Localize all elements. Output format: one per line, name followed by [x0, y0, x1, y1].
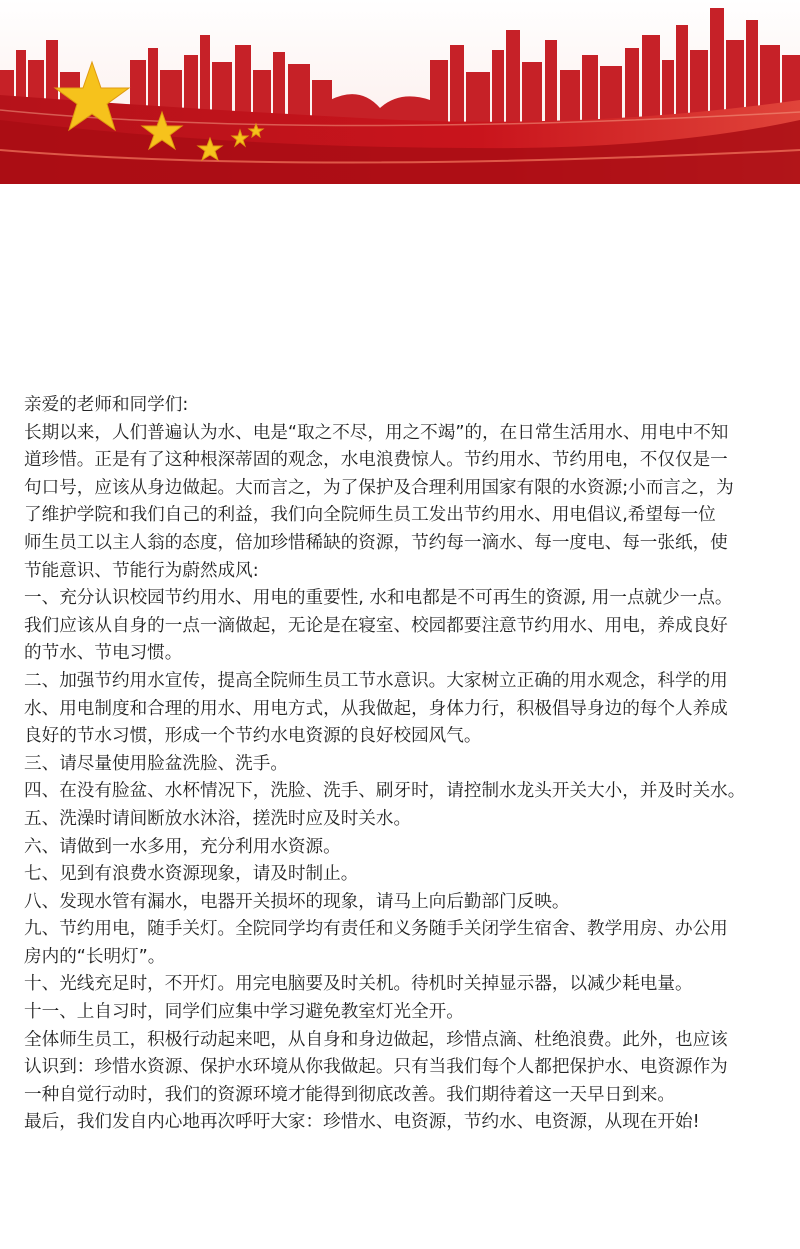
letter-line: 亲爱的老师和同学们:	[24, 395, 189, 415]
letter-line: 了维护学院和我们自己的利益，我们向全院师生员工发出节约用水、用电倡议,希望每一位	[24, 505, 716, 526]
letter-line: 二、加强节约用水宣传，提高全院师生员工节水意识。大家树立正确的用水观念，科学的用	[24, 670, 728, 691]
letter-line: 的节水、节电习惯。	[24, 643, 183, 664]
letter-line: 认识到：珍惜水资源、保护水环境从你我做起。只有当我们每个人都把保护水、电资源作为	[24, 1057, 728, 1078]
letter-line: 最后，我们发自内心地再次呼吁大家：珍惜水、电资源，节约水、电资源，从现在开始!	[24, 1112, 700, 1133]
letter-line: 十、光线充足时，不开灯。用完电脑要及时关机。待机时关掉显示器，以减少耗电量。	[24, 974, 693, 995]
letter-line: 我们应该从自身的一点一滴做起，无论是在寝室、校园都要注意节约用水、用电，养成良好	[24, 615, 728, 636]
letter-line: 长期以来，人们普遍认为水、电是“取之不尽，用之不竭”的，在日常生活用水、用电中不知	[24, 422, 729, 443]
letter-line: 五、洗澡时请间断放水沐浴，搓洗时应及时关水。	[24, 808, 412, 829]
letter-line: 十一、上自习时，同学们应集中学习避免教室灯光全开。	[24, 1002, 464, 1023]
letter-line: 节能意识、节能行为蔚然成风:	[24, 560, 259, 581]
letter-line: 八、发现水管有漏水，电器开关损坏的现象，请马上向后勤部门反映。	[24, 891, 570, 912]
letter-line: 师生员工以主人翁的态度，倍加珍惜稀缺的资源，节约每一滴水、每一度电、每一张纸，使	[24, 532, 728, 553]
letter-body	[24, 392, 800, 1137]
letter-line: 良好的节水习惯，形成一个节约水电资源的良好校园风气。	[24, 726, 482, 747]
letter-line: 一、充分认识校园节约用水、用电的重要性, 水和电都是不可再生的资源, 用一点就少一点。	[24, 588, 733, 609]
header-banner	[0, 0, 800, 184]
letter-line: 道珍惜。正是有了这种根深蒂固的观念，水电浪费惊人。节约用水、节约用电，不仅仅是一	[24, 450, 728, 471]
letter-line: 全体师生员工，积极行动起来吧，从自身和身边做起，珍惜点滴、杜绝浪费。此外，也应该	[24, 1029, 728, 1050]
letter-line: 三、请尽量使用脸盆洗脸、洗手。	[24, 753, 288, 774]
letter-line: 一种自觉行动时，我们的资源环境才能得到彻底改善。我们期待着这一天早日到来。	[24, 1084, 675, 1105]
letter-line: 房内的“长明灯”。	[24, 946, 166, 967]
letter-line: 水、用电制度和合理的用水、用电方式，从我做起，身体力行，积极倡导身边的每个人养成	[24, 698, 728, 719]
letter-line: 七、见到有浪费水资源现象，请及时制止。	[24, 864, 359, 885]
letter-line: 九、节约用电，随手关灯。全院同学均有责任和义务随手关闭学生宿舍、教学用房、办公用	[24, 919, 728, 940]
letter-line: 句口号，应该从身边做起。大而言之，为了保护及合理利用国家有限的水资源;小而言之，为	[24, 477, 734, 498]
letter-line: 六、请做到一水多用，充分利用水资源。	[24, 836, 341, 857]
letter-line: 四、在没有脸盆、水杯情况下，洗脸、洗手、刷牙时，请控制水龙头开关大小，并及时关水。	[24, 781, 746, 802]
